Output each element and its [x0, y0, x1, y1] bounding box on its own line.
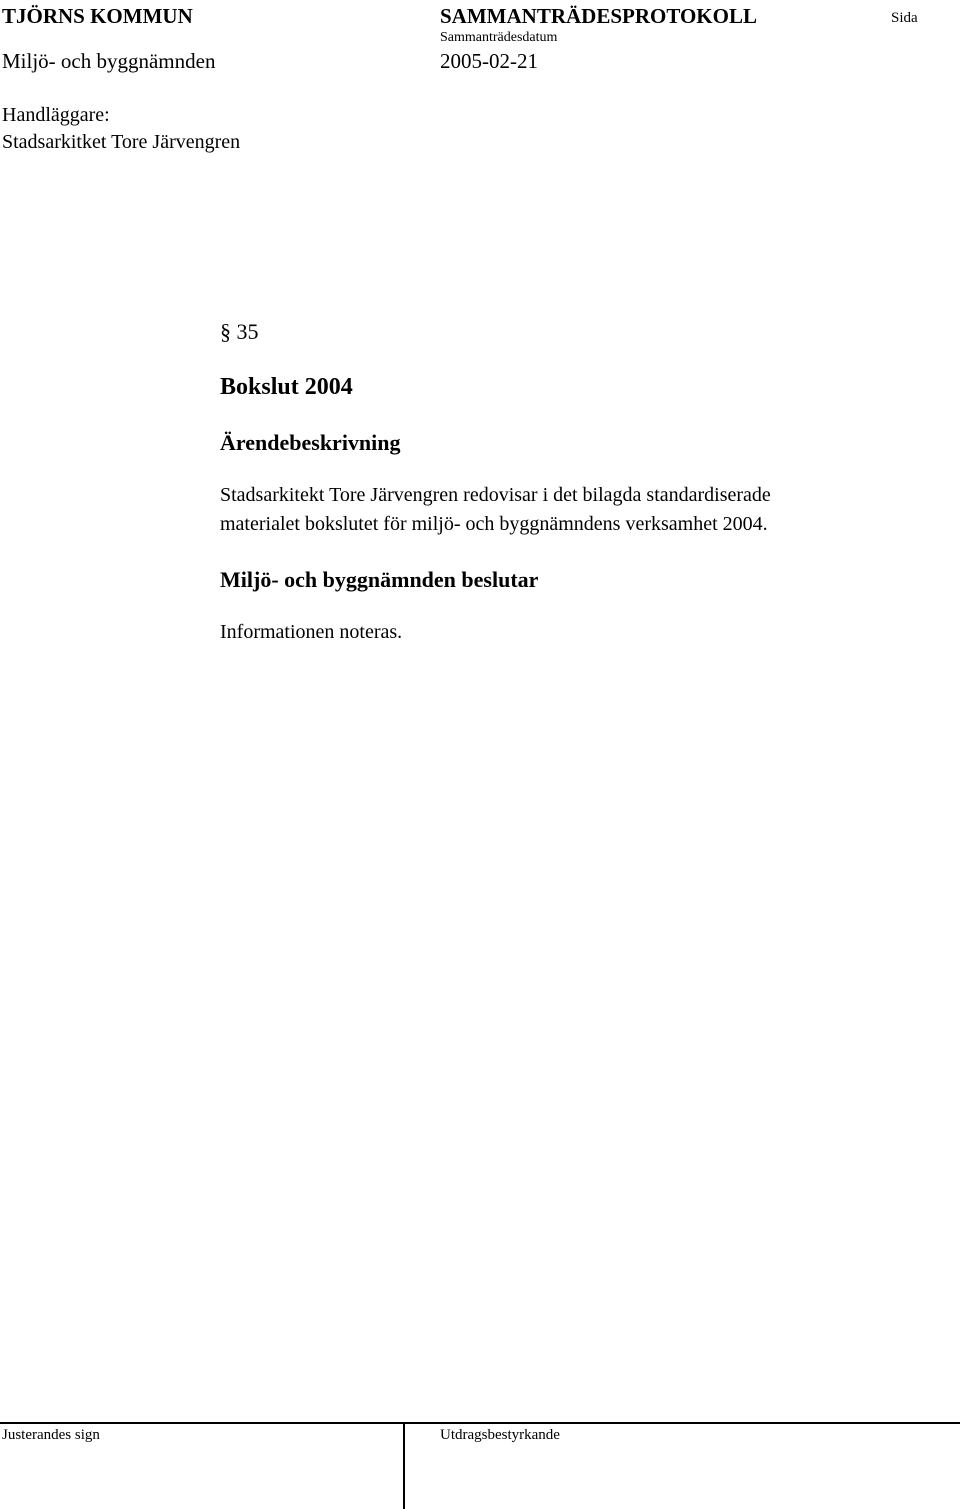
organization-name: TJÖRNS KOMMUN	[2, 4, 193, 28]
description-line: materialet bokslutet för miljö- och byggnämndens verksamhet 2004.	[220, 513, 768, 535]
decision-text: Informationen noteras.	[220, 621, 403, 643]
description-heading: Ärendebeskrivning	[220, 430, 401, 455]
footer-rule	[0, 1422, 960, 1424]
meeting-date: 2005-02-21	[440, 49, 538, 73]
footer-divider	[403, 1422, 405, 1509]
committee-name: Miljö- och byggnämnden	[2, 49, 216, 73]
page-label: Sida	[891, 10, 918, 26]
description-line: Stadsarkitekt Tore Järvengren redovisar i det bilagda standardiserade	[220, 484, 771, 506]
meeting-date-label: Sammanträdesdatum	[440, 30, 558, 45]
handler-label: Handläggare:	[2, 104, 110, 126]
handler-name: Stadsarkitket Tore Järvengren	[2, 131, 241, 153]
paragraph-number: § 35	[220, 319, 259, 344]
extract-certification-label: Utdragsbestyrkande	[440, 1427, 560, 1443]
item-title: Bokslut 2004	[220, 374, 353, 400]
decision-heading: Miljö- och byggnämnden beslutar	[220, 567, 539, 592]
signature-label: Justerandes sign	[2, 1427, 100, 1443]
document-type: SAMMANTRÄDESPROTOKOLL	[440, 4, 757, 28]
